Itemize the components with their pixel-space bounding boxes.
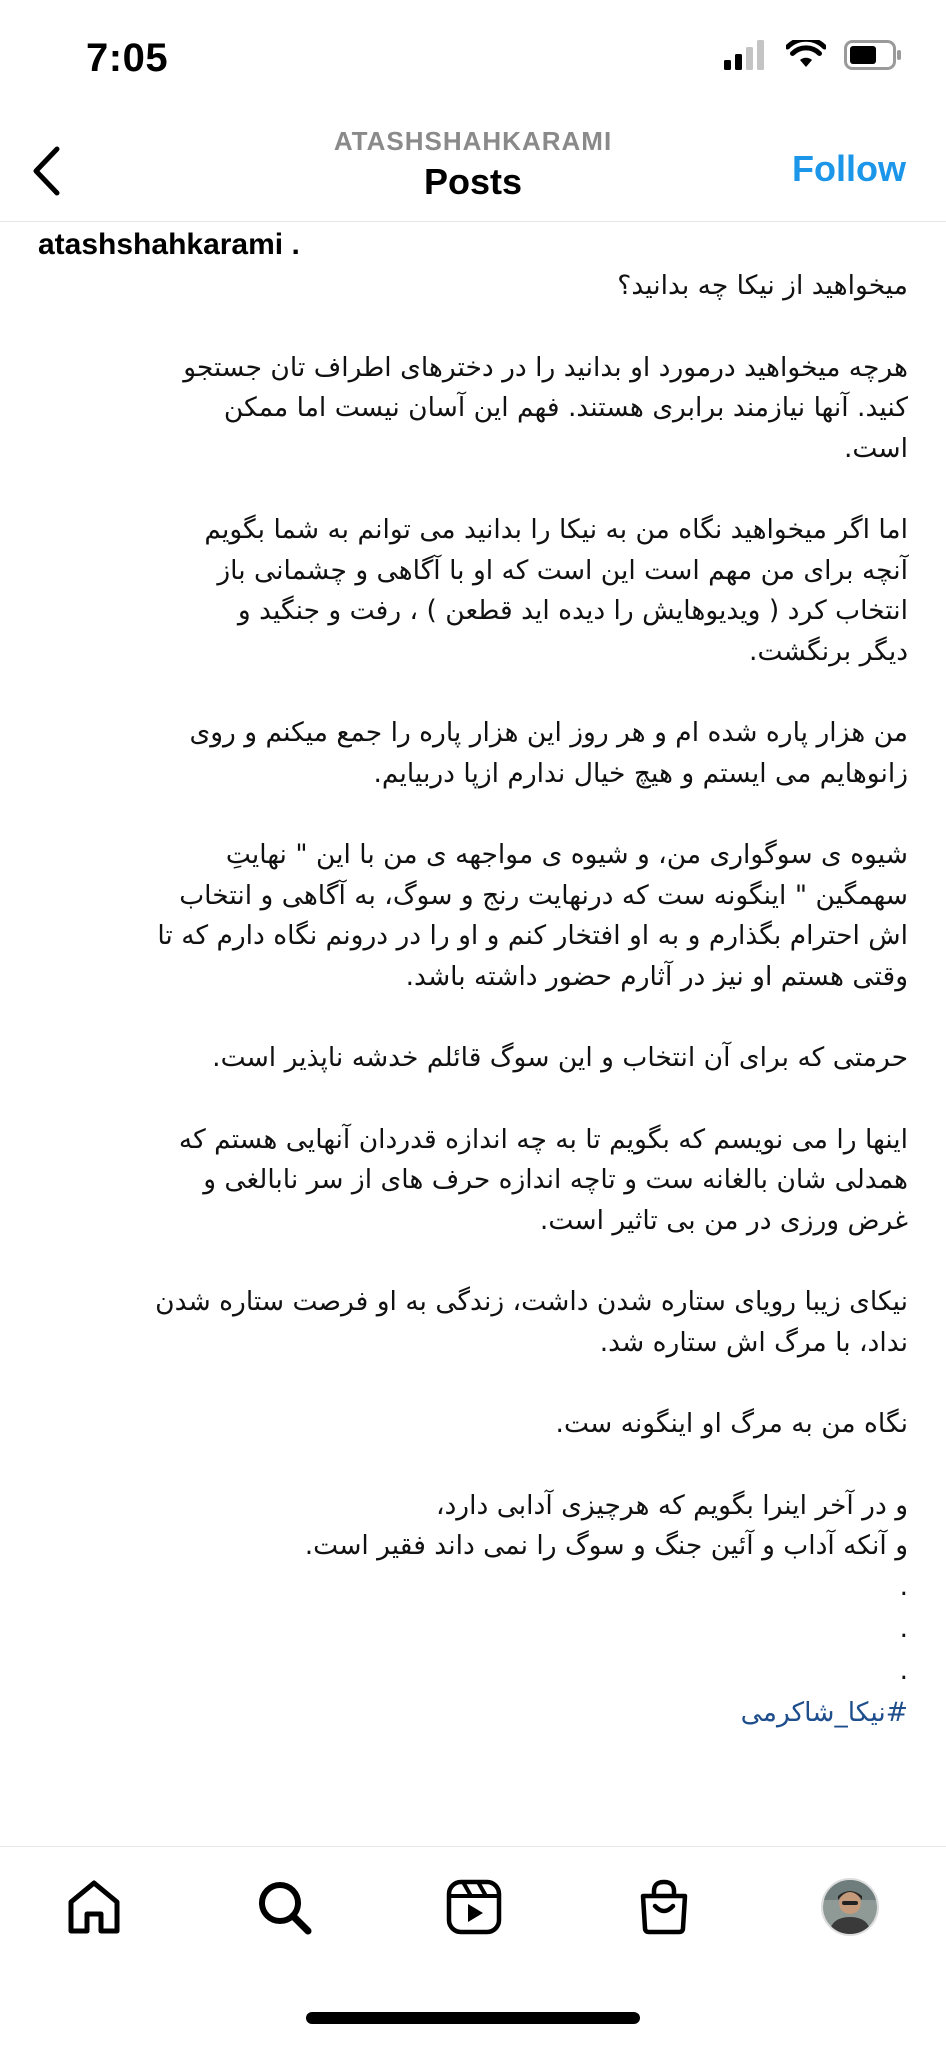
home-icon	[65, 1878, 123, 1936]
tab-shop[interactable]	[632, 1875, 696, 1939]
header-username: ATASHSHAHKARAMI	[333, 126, 613, 156]
follow-button[interactable]: Follow	[792, 148, 906, 189]
hashtag-link[interactable]: #نیکا_شاکرمی	[740, 1696, 908, 1728]
tab-home[interactable]	[62, 1875, 126, 1939]
caption-line: اما اگر میخواهید نگاه من به نیکا را بدانید می توانم به شما بگویم	[204, 514, 908, 545]
search-icon	[255, 1878, 313, 1936]
avatar	[821, 1878, 879, 1936]
caption-line: انتخاب کرد ( ویدیوهایش را دیده اید قطعن ) ، رفت و جنگید و	[237, 595, 908, 626]
caption-line: دیگر برنگشت.	[749, 635, 908, 667]
caption-line: غرض ورزی در من بی تاثیر است.	[539, 1204, 908, 1236]
caption-line: نگاه من به مرگ او اینگونه ست.	[555, 1408, 908, 1439]
home-indicator[interactable]	[306, 2012, 640, 2024]
tab-bar	[0, 1846, 946, 1956]
page-title: Posts	[423, 161, 523, 202]
battery-icon	[844, 40, 902, 70]
status-icons	[724, 40, 902, 70]
caption-line: کنید. آنها نیازمند برابری هستند. فهم این آسان نیست اما ممکن	[223, 392, 908, 423]
caption-line: سهمگین " اینگونه ست که درنهایت رنج و سوگ، به آگاهی و انتخاب	[179, 879, 908, 911]
caption-line: شیوه ی سوگواری من، و شیوه ی مواجهه ی من با این " نهایتِ	[225, 839, 908, 870]
caption-line: میخواهید از نیکا چه بدانید؟	[617, 270, 908, 301]
post-caption	[38, 266, 908, 1733]
profile-avatar-image	[823, 1880, 877, 1934]
caption-line: همدلی شان بالغانه ست و تاچه اندازه حرف های از سر نابالغی و	[203, 1164, 908, 1195]
caption-line: زانوهایم می ایستم و هیچ خیال ندارم ازپا دربیایم.	[373, 757, 908, 789]
post-caption-area	[38, 224, 908, 1733]
caption-line: است.	[843, 432, 908, 464]
post-author[interactable]: atashshahkarami .	[38, 228, 300, 261]
shop-icon	[635, 1878, 693, 1936]
caption-dot: .	[899, 1654, 908, 1686]
caption-dot: .	[899, 1612, 908, 1644]
caption-line: و آنکه آداب و آئین جنگ و سوگ را نمی داند فقیر است.	[304, 1530, 908, 1561]
caption-line: آنچه برای من مهم است این است که او با آگاهی و چشمانی باز	[217, 554, 908, 586]
caption-line: نداد، با مرگ اش ستاره شد.	[599, 1326, 908, 1358]
wifi-icon	[786, 40, 826, 70]
caption-line: اینها را می نویسم که بگویم تا به چه اندازه قدردان آنهایی هستم که	[178, 1123, 908, 1155]
caption-line: و در آخر اینرا بگویم که هرچیزی آدابی دارد،	[435, 1489, 908, 1521]
caption-line: نیکای زیبا رویای ستاره شدن داشت، زندگی به او فرصت ستاره شدن	[155, 1286, 908, 1317]
caption-line: هرچه میخواهید درمورد او بدانید را در دخترهای اطراف تان جستجو	[183, 351, 908, 383]
caption-line: من هزار پاره شده ام و هر روز این هزار پاره را جمع میکنم و روی	[189, 717, 908, 748]
caption-dot: .	[899, 1570, 908, 1602]
tab-search[interactable]	[252, 1875, 316, 1939]
tab-profile[interactable]	[818, 1875, 882, 1939]
tab-reels[interactable]	[442, 1875, 506, 1939]
status-bar	[0, 0, 946, 120]
status-time: 7:05	[86, 36, 169, 80]
caption-line: اش احترام بگذارم و به او افتخار کنم و او را در درونم نگاه دارم که تا	[157, 920, 908, 951]
caption-dots	[38, 1567, 908, 1693]
reels-icon	[445, 1878, 503, 1936]
caption-line: وقتی هستم او نیز در آثارم حضور داشته باشد.	[405, 960, 908, 992]
cellular-signal-icon	[724, 40, 768, 70]
caption-line: حرمتی که برای آن انتخاب و این سوگ قائلم خدشه ناپذیر است.	[212, 1042, 908, 1073]
nav-bar	[0, 120, 946, 222]
